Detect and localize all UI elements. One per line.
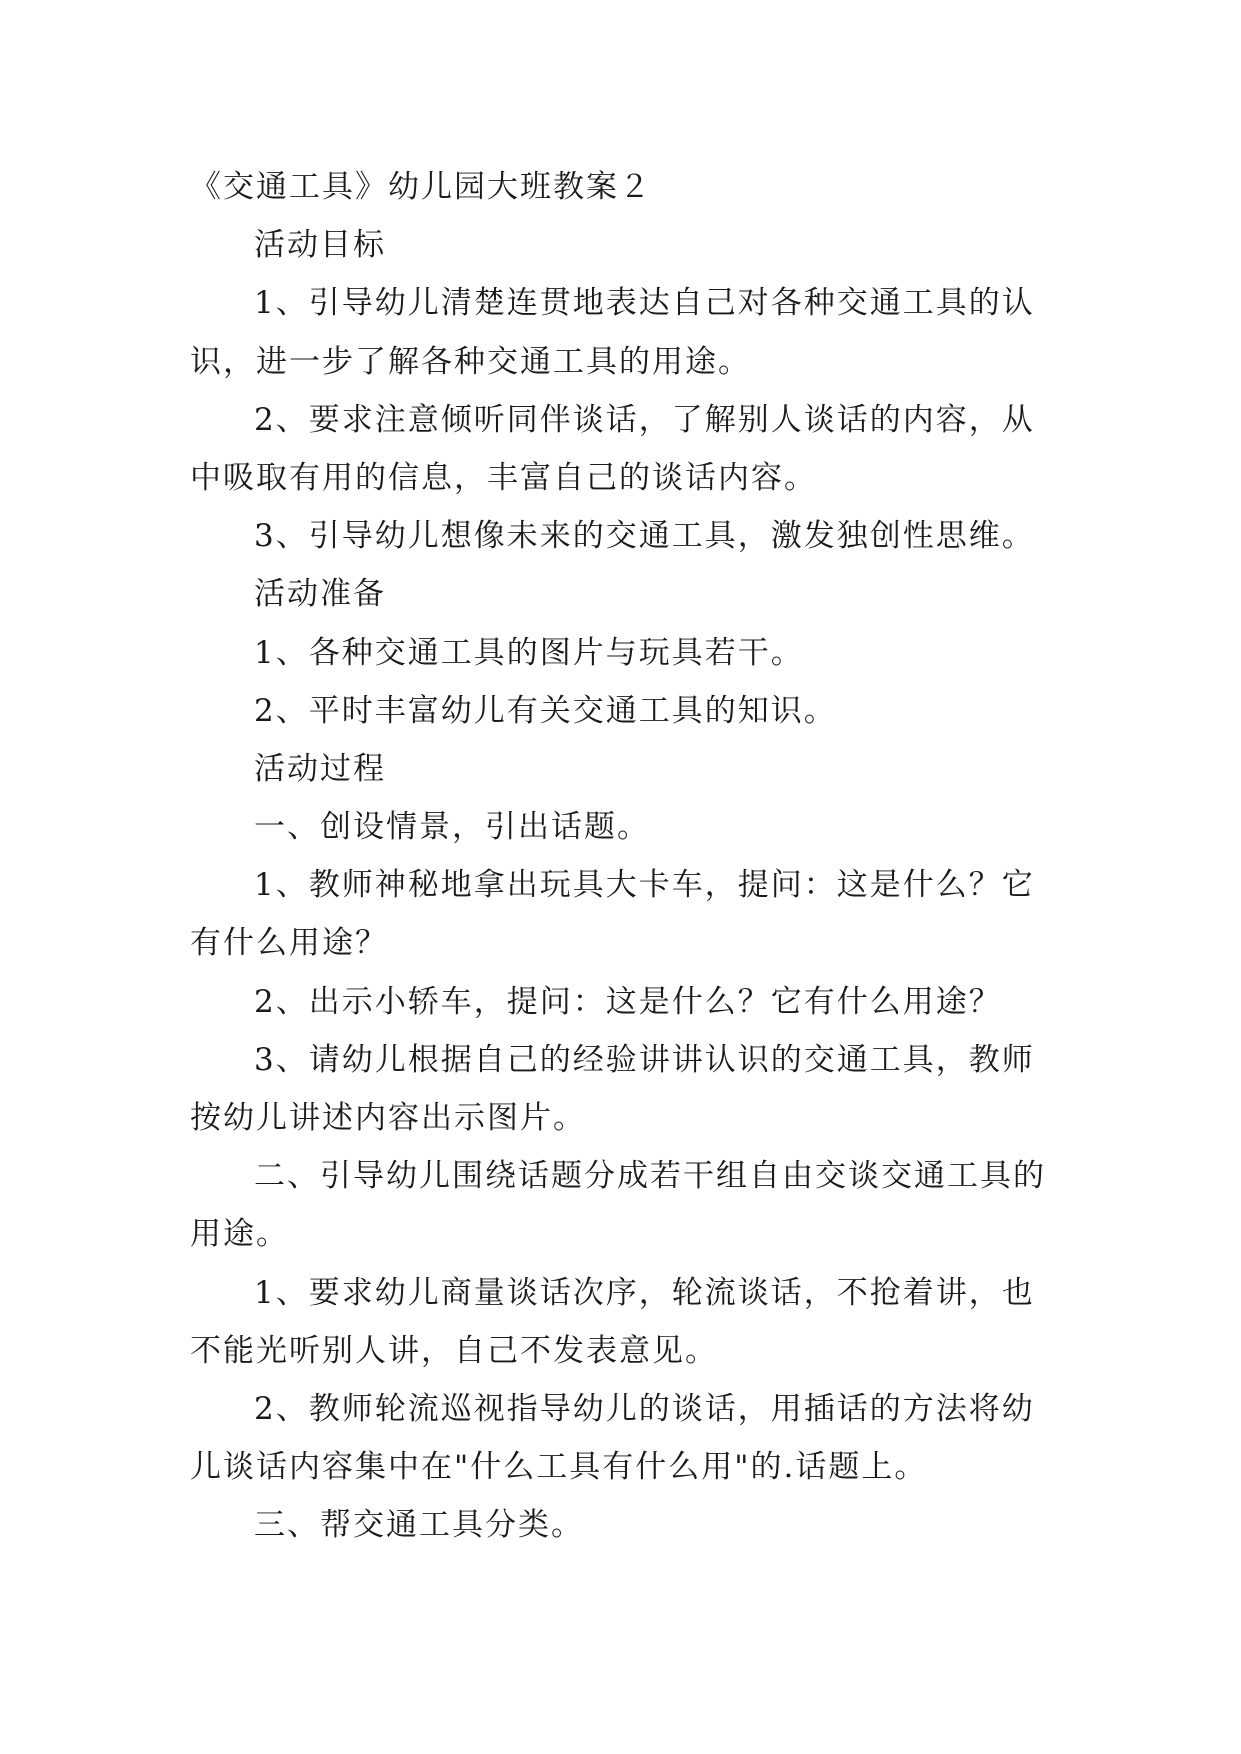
text-line: 用途。	[190, 1216, 289, 1253]
text-line: 1、教师神秘地拿出玩具大卡车，提问：这是什么？它	[254, 867, 1035, 904]
text-line: 有什么用途？	[190, 925, 388, 962]
text-line: 活动过程	[254, 750, 386, 787]
text-line: 识，进一步了解各种交通工具的用途。	[190, 343, 751, 380]
text-line: 不能光听别人讲，自己不发表意见。	[190, 1332, 718, 1369]
text-line: 1、要求幼儿商量谈话次序，轮流谈话，不抢着讲，也	[254, 1274, 1035, 1311]
text-line: 儿谈话内容集中在"什么工具有什么用"的.话题上。	[190, 1449, 928, 1486]
text-line: 三、帮交通工具分类。	[254, 1507, 584, 1544]
text-line: 二、引导幼儿围绕话题分成若干组自由交谈交通工具的	[254, 1158, 1046, 1195]
text-line: 1、各种交通工具的图片与玩具若干。	[254, 634, 804, 671]
text-line: 3、请幼儿根据自己的经验讲讲认识的交通工具，教师	[254, 1041, 1035, 1078]
text-line: 2、教师轮流巡视指导幼儿的谈话，用插话的方法将幼	[254, 1390, 1035, 1427]
text-line: 活动目标	[254, 227, 386, 264]
text-line: 2、平时丰富幼儿有关交通工具的知识。	[254, 692, 837, 729]
document-body	[190, 158, 1050, 1555]
text-line: 一、创设情景，引出话题。	[254, 809, 650, 846]
text-line: 中吸取有用的信息，丰富自己的谈话内容。	[190, 459, 817, 496]
text-line: 2、出示小轿车，提问：这是什么？它有什么用途？	[254, 983, 1002, 1020]
text-line: 3、引导幼儿想像未来的交通工具，激发独创性思维。	[254, 518, 1035, 555]
text-line: 活动准备	[254, 576, 386, 613]
text-line: 1、引导幼儿清楚连贯地表达自己对各种交通工具的认	[254, 285, 1035, 322]
text-line: 2、要求注意倾听同伴谈话，了解别人谈话的内容，从	[254, 401, 1035, 438]
paragraph-list	[190, 216, 1050, 1554]
text-line: 按幼儿讲述内容出示图片。	[190, 1100, 586, 1136]
document-title: 《交通工具》幼儿园大班教案２	[190, 169, 652, 205]
